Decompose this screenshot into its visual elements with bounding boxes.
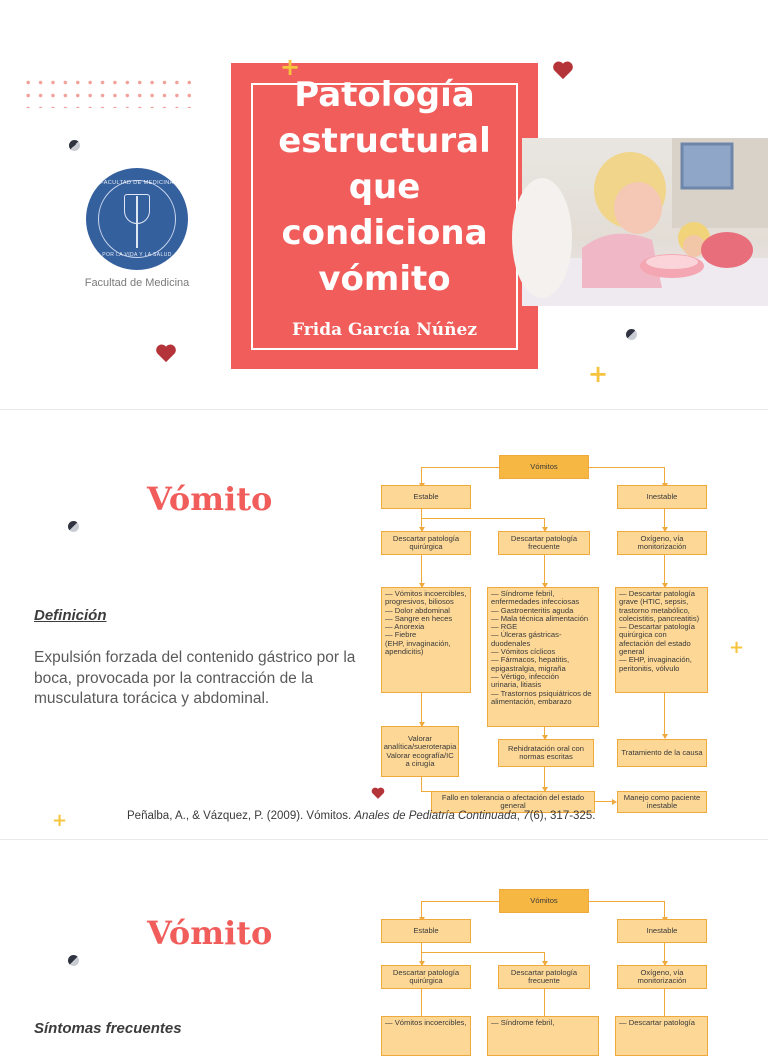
flow-manage-unstable: Manejo como paciente inestable [617, 791, 707, 813]
vomiting-flowchart [381, 455, 708, 810]
flow-frequent-list: — Síndrome febril, [487, 1016, 599, 1056]
slide-heading: Vómito [147, 480, 273, 518]
symptoms-slide [0, 840, 768, 1037]
flow-unstable: Inestable [617, 485, 707, 509]
symptoms-label: Síntomas frecuentes [34, 1020, 182, 1037]
flow-treat-cause: Tratamiento de la causa [617, 739, 707, 767]
flow-unstable-list: — Descartar patología [615, 1016, 708, 1056]
flow-stable: Estable [381, 485, 471, 509]
dot-icon [69, 140, 80, 151]
flow-oxygen: Oxígeno, vía monitorización [617, 965, 707, 989]
definition-text: Expulsión forzada del contenido gástrico por la boca, provocada por la contracción de la musculatura torácica y abdominal. [34, 649, 356, 707]
citation: Peñalba, A., & Vázquez, P. (2009). Vómitos. Anales de Pediatría Continuada, 7(6), 317-325. [127, 810, 596, 822]
plus-icon: + [729, 637, 745, 658]
heart-icon [552, 60, 574, 80]
dot-icon [68, 955, 79, 966]
flow-stable: Estable [381, 919, 471, 943]
flow-rule-out-frequent: Descartar patología frecuente [498, 531, 590, 555]
slide-heading: Vómito [147, 914, 273, 952]
flow-failure: Fallo en tolerancia o afectación del estado general [431, 791, 595, 813]
plus-icon: + [280, 53, 301, 81]
institution-name: Facultad de Medicina [84, 277, 190, 289]
title-slide [0, 0, 768, 410]
flow-surgical-list: — Vómitos incoercibles, [381, 1016, 471, 1056]
definition-label: Definición [34, 607, 107, 624]
seal-bottom-text: POR LA VIDA Y LA SALUD [102, 252, 172, 258]
flow-rule-out-surgical: Descartar patología quirúrgica [381, 965, 471, 989]
flow-oxygen: Oxígeno, vía monitorización [617, 531, 707, 555]
dot-icon [626, 329, 637, 340]
plus-icon: + [588, 360, 609, 388]
flow-rehydration: Rehidratación oral con normas escritas [498, 739, 594, 767]
flow-assess: Valorar analítica/sueroterapia Valorar ecografía/IC a cirugía [381, 726, 459, 777]
author-name: Frida García Núñez [292, 320, 477, 340]
heart-icon [155, 343, 177, 363]
dot-icon [68, 521, 79, 532]
flow-unstable: Inestable [617, 919, 707, 943]
flow-surgical-list: — Vómitos incoercibles, progresivos, biliosos — Dolor abdominal — Sangre en heces — Anorexia — Fiebre (EHP, invaginación, apendicitis) [381, 587, 471, 693]
presentation-title: Patología estructural que condiciona vómito [278, 75, 491, 299]
staff-icon [136, 196, 138, 248]
flow-rule-out-frequent: Descartar patología frecuente [498, 965, 590, 989]
dot-pattern-decoration [22, 76, 192, 108]
definition-slide [0, 410, 768, 840]
flow-unstable-list: — Descartar patología grave (HTIC, sepsis, trastorno metabólico, colecistitis, pancreatitis) — Descartar patología quirúrgica con afectación del estado general — EHP, invaginación, peritonitis, vólvulo [615, 587, 708, 693]
flow-root: Vómitos [499, 889, 589, 913]
flow-frequent-list: — Síndrome febril, enfermedades infecciosas — Gastroenteritis aguda — Mala técnica alimentación — RGE — Úlceras gástricas- duodenales — Vómitos cíclicos — Fármacos, hepatitis, epigastralgia, migraña — Vértigo, infección urinaria, litiasis — Trastornos psiquiátricos de alimentación, embarazo [487, 587, 599, 727]
plus-icon: + [52, 810, 68, 831]
university-seal-logo [86, 168, 188, 270]
child-with-bowl-photo [522, 138, 768, 306]
vomiting-flowchart-repeat [381, 889, 708, 1029]
flow-root: Vómitos [499, 455, 589, 479]
flow-rule-out-surgical: Descartar patología quirúrgica [381, 531, 471, 555]
seal-top-text: FACULTAD DE MEDICINA [100, 180, 174, 186]
